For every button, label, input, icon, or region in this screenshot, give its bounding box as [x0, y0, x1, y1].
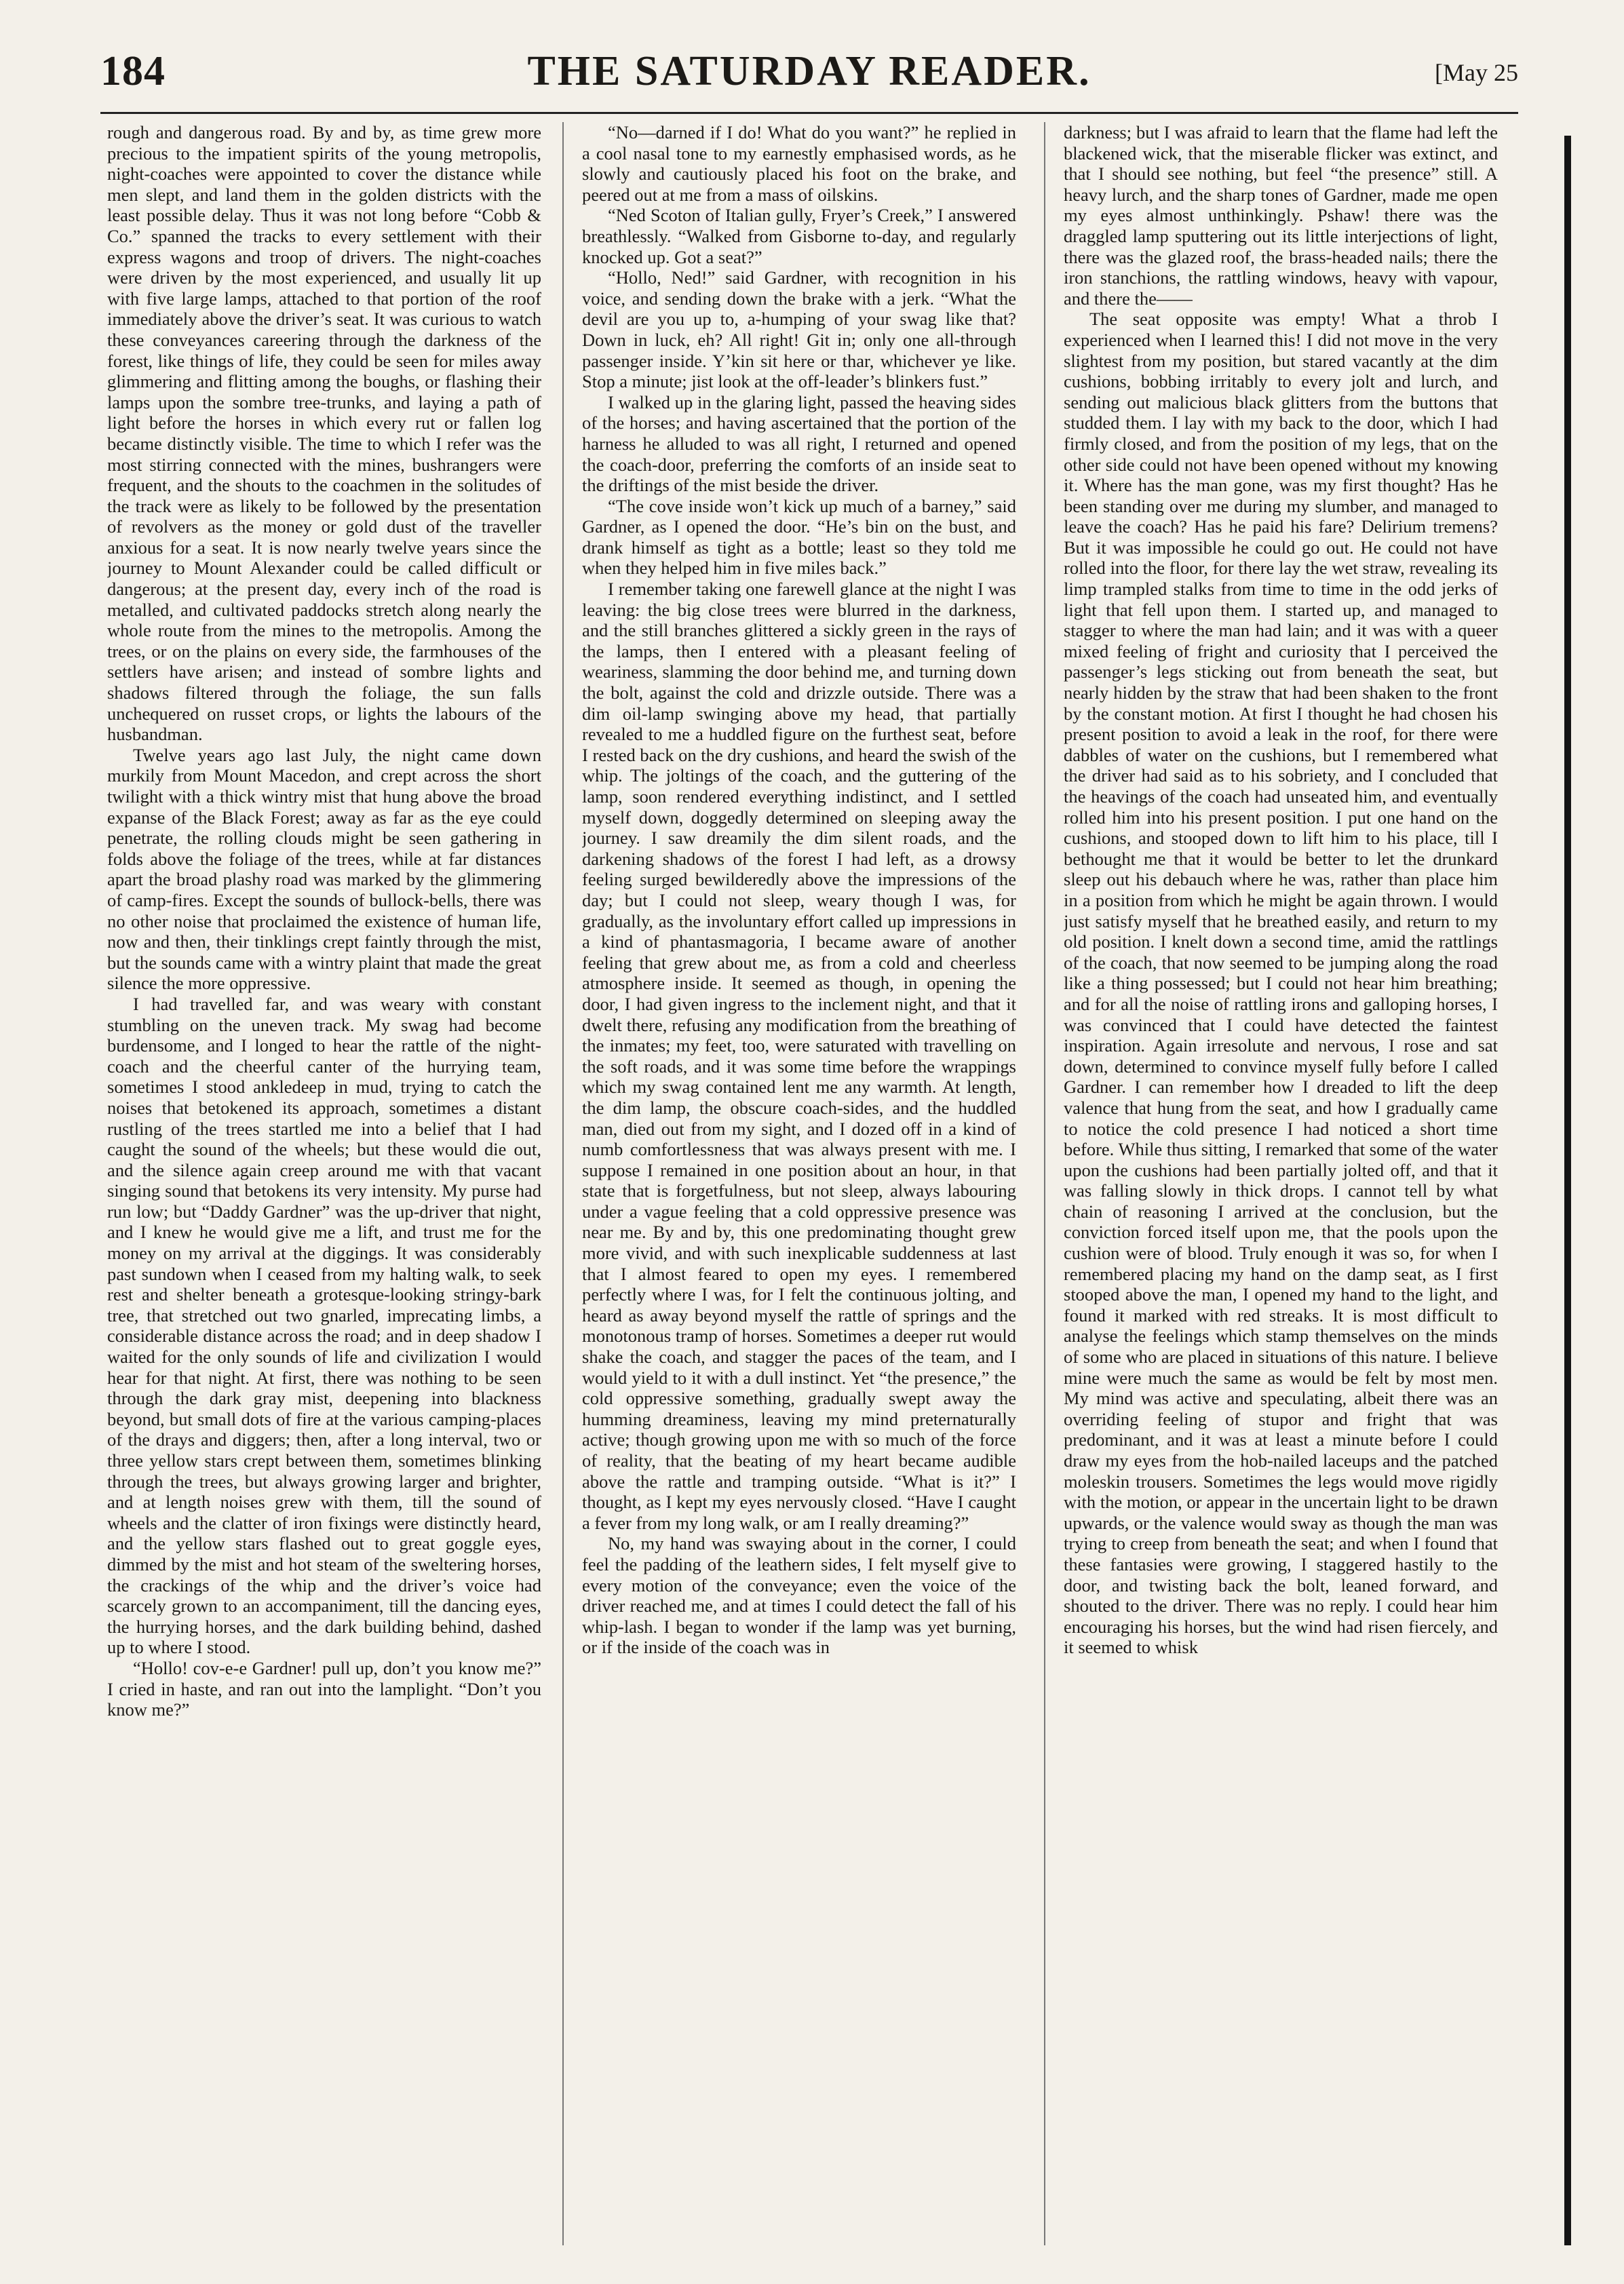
paragraph: “Ned Scoton of Italian gully, Fryer’s Creek,” I answered breathlessly. “Walked from Gisborne to-day, and regularly knocked up. Got a seat?”: [582, 205, 1016, 267]
paragraph: I had travelled far, and was weary with constant stumbling on the uneven track. My swag had become burdensome, and I longed to hear the rattle of the night-coach and the cheerful canter of the hurrying team, sometimes I stood ankledeep in mud, trying to catch the noises that betokened its approach, sometimes a distant rustling of the trees startled me into a belief that I had caught the sound of the wheels; but these would die out, and the silence again creep around me with that vacant singing sound that betokens its very intensity. My purse had run low; but “Daddy Gardner” was the up-driver that night, and I knew he would give me a lift, and trust me for the money on my arrival at the diggings. It was considerably past sundown when I ceased from my halting walk, to seek rest and shelter beneath a grotesque-looking stringy-bark tree, that stretched out two gnarled, imprecating limbs, a considerable distance across the road; and in deep shadow I waited for the only sounds of life and civilization I would hear for that night. At first, there was nothing to be seen through the dark gray mist, deepening into blackness beyond, but small dots of fire at the various camping-places of the drays and diggers; then, after a long interval, two or three yellow stars crept between them, sometimes blinking through the trees, but always growing larger and brighter, and at length noises grew with them, till the sound of wheels and the clatter of iron fixings were distinctly heard, and the yellow stars flashed out to great goggle eyes, dimmed by the mist and hot steam of the sweltering horses, the crackings of the whip and the driver’s voice had scarcely grown to an accompaniment, till the dancing eyes, the hurrying horses, and the dark building behind, dashed up to where I stood.: [107, 993, 541, 1658]
binding-edge-shadow: [1564, 136, 1571, 2245]
page-header: [100, 47, 1518, 115]
page-number: 184: [100, 48, 166, 94]
paragraph: I remember taking one farewell glance at the night I was leaving: the big close trees were blurred in the darkness, and the still branches glittered a sickly green in the rays of the lamps, then I entered with a pleasant feeling of weariness, slamming the door behind me, and turning down the bolt, against the cold and drizzle outside. There was a dim oil-lamp swinging above my head, that partially revealed to me a huddled figure on the furthest seat, before I rested back on the dry cushions, and heard the swish of the whip. The joltings of the coach, and the guttering of the lamp, soon rendered everything indistinct, and I settled myself down, doggedly determined on sleeping away the journey. I saw dreamily the dim silent roads, and the darkening shadows of the forest I had left, as a drowsy feeling surged bewilderedly above the impressions of the day; but I could not sleep, weary though I was, for gradually, as the involuntary effort called up impressions in a kind of phantasmagoria, I became aware of another feeling that grew about me, as from a cold and cheerless atmosphere inside. It seemed as though, in opening the door, I had given ingress to the inclement night, and that it dwelt there, refusing any modification from the breathing of the inmates; my feet, too, were saturated with travelling on the soft roads, and it was some time before the wrappings which my swag contained lent me any warmth. At length, the dim lamp, the obscure coach-sides, and the huddled man, died out from my sight, and I dozed off in a kind of numb comfortlessness that was always present with me. I suppose I remained in one position about an hour, in that state that is forgetfulness, but not sleep, always labouring under a vague feeling that a cold oppressive presence was near me. By and by, this one predominating thought grew more vivid, and with such inexplicable suddenness at last that I almost feared to open my eyes. I remembered perfectly where I was, for I felt the continuous jolting, and heard as away beyond myself the rattle of springs and the monotonous tramp of horses. Sometimes a deeper rut would shake the coach, and stagger the paces of the team, and I would yield to it with a dull instinct. Yet “the presence,” the cold oppressive something, gradually swept away the humming dreaminess, leaving my mind preternaturally active; though growing upon me with so much of the force of reality, that the beating of my heart became audible above the rattle and tramping outside. “What is it?” I thought, as I kept my eyes nervously closed. “Have I caught a fever from my long walk, or am I really dreaming?”: [582, 579, 1016, 1533]
column-2: [582, 122, 1016, 2245]
column-divider: [1044, 122, 1045, 2245]
issue-date: [May 25: [1435, 59, 1518, 86]
column-divider: [562, 122, 564, 2245]
paragraph: Twelve years ago last July, the night came down murkily from Mount Macedon, and crept across the short twilight with a thick wintry mist that hung above the broad expanse of the Black Forest; away as far as the eye could penetrate, the rolling clouds might be seen gathering in folds above the foliage of the trees, while at far distances apart the broad plashy road was marked by the glimmering of camp-fires. Except the sounds of bullock-bells, there was no other noise that proclaimed the existence of human life, now and then, their tinklings crept faintly through the mist, but the sounds came with a wintry plaint that made the great silence the more oppressive.: [107, 744, 541, 994]
column-3: [1064, 122, 1498, 2245]
masthead-title: THE SATURDAY READER.: [527, 48, 1091, 94]
paragraph: “Hollo! cov-e-e Gardner! pull up, don’t you know me?” I cried in haste, and ran out into the lamplight. “Don’t you know me?”: [107, 1657, 541, 1720]
paragraph: I walked up in the glaring light, passed the heaving sides of the horses; and having ascertained that the portion of the harness he alluded to was all right, I returned and opened the coach-door, preferring the comforts of an inside seat to the driftings of the mist beside the driver.: [582, 391, 1016, 496]
column-1: [107, 122, 541, 2245]
paragraph: No, my hand was swaying about in the corner, I could feel the padding of the leathern sides, I felt myself give to every motion of the conveyance; even the voice of the driver reached me, and at times I could detect the fall of his whip-lash. I began to wonder if the lamp was yet burning, or if the inside of the coach was in: [582, 1533, 1016, 1658]
paragraph: “The cove inside won’t kick up much of a barney,” said Gardner, as I opened the door. “He’s bin on the bust, and drank himself as tight as a bottle; least so they told me when they helped him in five miles back.”: [582, 495, 1016, 579]
header-rule: [100, 112, 1518, 114]
paragraph: rough and dangerous road. By and by, as time grew more precious to the impatient spirits of the young metropolis, night-coaches were appointed to cover the distance while men slept, and land them in the golden districts with the least possible delay. Thus it was not long before “Cobb & Co.” spanned the tracks to every settlement with their express wagons and troop of drivers. The night-coaches were driven by the most experienced, and usually lit up with five large lamps, attached to that portion of the roof immediately above the driver’s seat. It was curious to watch these conveyances careering through the darkness of the forest, like things of life, they could be seen for miles away glimmering and flitting among the boughs, or flashing their lamps upon the sombre tree-trunks, and laying a path of light before the horses in which every rut or fallen log became distinctly visible. The time to which I refer was the most stirring connected with the mines, bushrangers were frequent, and the shouts to the coachmen in the solitudes of the track were as likely to be followed by the presentation of revolvers as the money or gold dust of the traveller anxious for a seat. It is now nearly twelve years since the journey to Mount Alexander could be called difficult or dangerous; at the present day, every inch of the road is metalled, and cultivated paddocks stretch along nearly the whole route from the mines to the metropolis. Among the trees, or on the plains on every side, the farmhouses of the settlers have arisen; and instead of sombre lights and shadows filtered through the foliage, the sun falls unchequered on russet crops, or lights the labours of the husbandman.: [107, 122, 541, 745]
paragraph: “Hollo, Ned!” said Gardner, with recognition in his voice, and sending down the brake with a jerk. “What the devil are you up to, a-humping of your swag like that? Down in luck, eh? All right! Git in; only one all-through passenger inside. Y’kin sit here or thar, whichever ye like. Stop a minute; jist look at the off-leader’s blinkers fust.”: [582, 267, 1016, 392]
paragraph: darkness; but I was afraid to learn that the flame had left the blackened wick, that the miserable flicker was extinct, and that I should see nothing, but feel “the presence” still. A heavy lurch, and the sharp tones of Gardner, made me open my eyes almost unthinkingly. Pshaw! there was the draggled lamp sputtering out its little interjections of light, there was the glazed roof, the brass-headed nails; there the iron stanchions, the rattling windows, heavy with vapour, and there the——: [1064, 122, 1498, 309]
paragraph: The seat opposite was empty! What a throb I experienced when I learned this! I did not move in the very slightest from my position, but stared vacantly at the dim cushions, bobbing irritably to every jolt and lurch, and sending out malicious black glitters from the buttons that studded them. I lay with my back to the door, which I had firmly closed, and from the position of my legs, that on the other side could not have been opened without my knowing it. Where has the man gone, was my first thought? Has he been standing over me during my slumber, and managed to leave the coach? Has he paid his fare? Delirium tremens? But it was impossible he could go out. He could not have rolled into the floor, for there lay the wet straw, revealing its limp trampled stalks from time to time in the odd jerks of light that fell upon them. I started up, and managed to stagger to where the man had lain; and it was with a queer mixed feeling of fright and curiosity that I perceived the passenger’s legs sticking out from beneath the seat, but nearly hidden by the straw that had been shaken to the front by the constant motion. At first I thought he had chosen his present position to avoid a leak in the roof, for there were dabbles of water on the cushions, but I remembered what the driver had said as to his sobriety, and I concluded that the heavings of the coach had unseated him, and eventually rolled him into his present position. I put one hand on the cushions, and stooped down to lift him to his place, till I bethought me that it would be better to let the drunkard sleep out his debauch where he was, rather than place him in a position from which he might be again thrown. I would just satisfy myself that he breathed easily, and return to my old position. I knelt down a second time, amid the rattlings of the coach, that now seemed to be jumping along the road like a thing possessed; but I could not hear him breathing; and for all the noise of rattling irons and galloping horses, I was convinced that I could have detected the faintest inspiration. Again irresolute and nervous, I rose and sat down, determined to convince myself fully before I called Gardner. I can remember how I dreaded to lift the deep valence that hung from the seat, and how I gradually came to notice the cold presence I had noticed a short time before. While thus sitting, I remarked that some of the water upon the cushions had been partially jolted off, and that it was falling slowly in thick drops. I cannot tell by what chain of reasoning I arrived at the conclusion, but the conviction forced itself upon me, that the pools upon the cushion were of blood. Truly enough it was so, for when I remembered placing my hand on the damp seat, as I first stooped above the man, I opened my hand to the light, and found it marked with red streaks. It is most difficult to analyse the feelings which stamp themselves on the minds of some who are placed in situations of this nature. I believe mine were much the same as would be felt by most men. My mind was active and speculating, albeit there was an overriding feeling of stupor and fright that was predominant, and it was at least a minute before I could draw my eyes from the hob-nailed laceups and the patched moleskin trousers. Sometimes the legs would move rigidly with the motion, or appear in the uncertain light to be drawn upwards, or the valence would sway as though the man was trying to creep from beneath the seat; and when I found that these fantasies were growing, I staggered hastily to the door, and twisting back the bolt, leaned forward, and shouted to the driver. There was no reply. I could hear him encouraging his horses, but the wind had risen fiercely, and it seemed to whisk: [1064, 309, 1498, 1658]
paragraph: “No—darned if I do! What do you want?” he replied in a cool nasal tone to my earnestly emphasised words, as he slowly and cautiously placed his foot on the brake, and peered out at me from a mass of oilskins.: [582, 122, 1016, 205]
